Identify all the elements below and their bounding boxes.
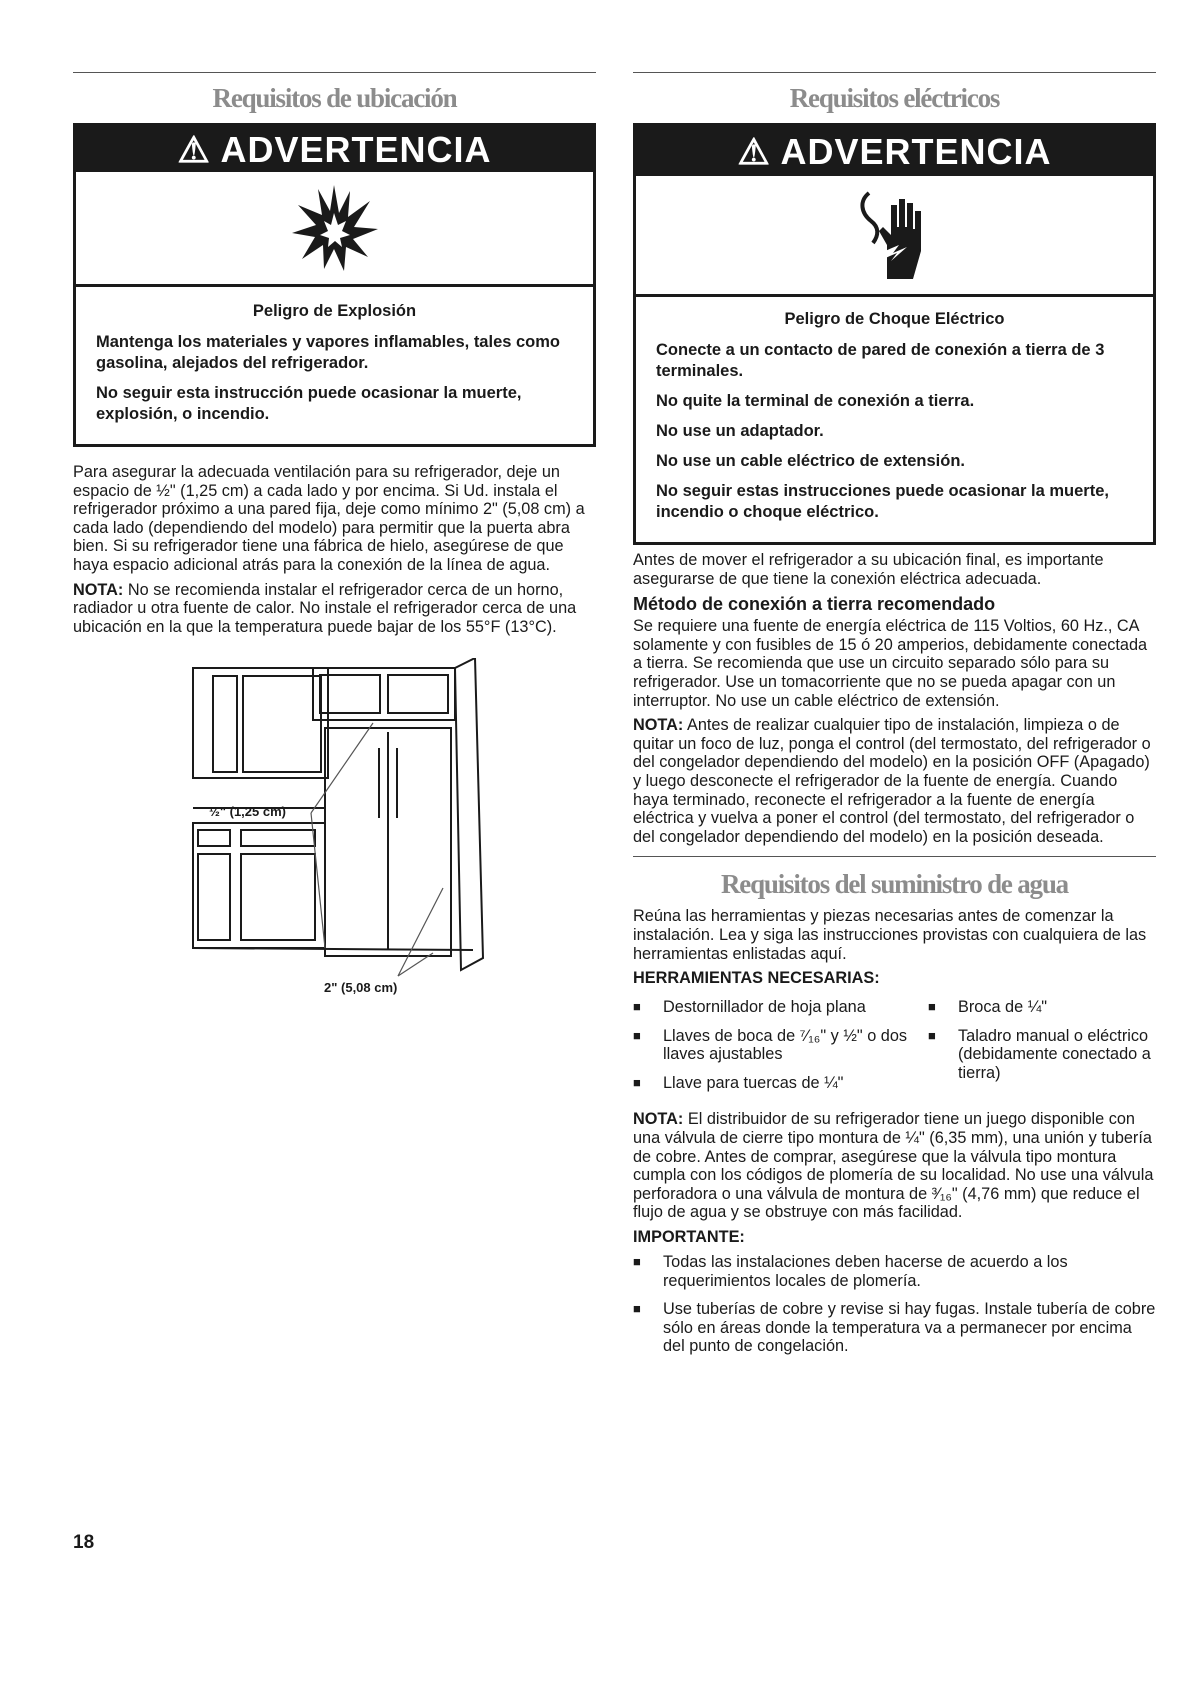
note-text: Antes de realizar cualquier tipo de instalación, limpieza o de quitar un foco de luz, ponga el control (del termostato, del refrigerador o del congelador dependiendo del modelo) en la posición OFF (Apagado) y luego desconecte el refrigerador de la fuente de energía. Cuando haya terminado, reconecte el refrigerador a la fuente de energía eléctrica y vuelva a poner el control (del termostato, del refrigerador o del congelador dependiendo del modelo) en la posición deseada.	[633, 716, 1151, 846]
section-title-electrical: Requisitos eléctricos	[789, 83, 1000, 113]
note-label: NOTA:	[73, 580, 124, 599]
hazard-title: Peligro de Explosión	[252, 302, 417, 320]
section-title-location: Requisitos de ubicación	[212, 83, 457, 113]
note-text: No se recomienda instalar el refrigerador cerca de un horno, radiador u otra fuente de calor. No instale el refrigerador cerca de una ubicación en la que la temperatura puede bajar de los 55°F (13°C).	[73, 580, 577, 636]
warning-line: No use un adaptador.	[656, 422, 824, 440]
tools-label: HERRAMIENTAS NECESARIAS:	[633, 969, 880, 988]
page-number: 18	[73, 1532, 95, 1553]
list-item: ■ Llaves de boca de ⁷⁄₁₆" y ½" o dos llaves ajustables	[633, 1027, 928, 1064]
electric-shock-warning-box	[633, 123, 1156, 545]
list-item: ■ Llave para tuercas de ¼"	[633, 1074, 928, 1093]
grounding-method-text: Se requiere una fuente de energía eléctrica de 115 Voltios, 60 Hz., CA solamente y con fusibles de 15 ó 20 amperios, debidamente conectada a tierra. Se recomienda que use un circuito separado sólo para su refrigerador. Use un tomacorriente que no se pueda apagar con un interruptor. No use un cable eléctrico de extensión.	[633, 617, 1148, 710]
top-rule	[73, 72, 596, 73]
warning-triangle-icon: ⚠	[737, 131, 771, 172]
list-item: ■ Todas las instalaciones deben hacerse de acuerdo a los requerimientos locales de plomería.	[633, 1253, 1156, 1290]
warning-line: No seguir estas instrucciones puede ocasionar la muerte, incendio o choque eléctrico.	[656, 482, 1109, 521]
warning-line: No quite la terminal de conexión a tierra.	[656, 392, 975, 410]
warning-triangle-icon: ⚠	[177, 129, 211, 170]
clearance-diagram	[73, 658, 596, 998]
explosion-warning-box	[73, 123, 596, 447]
grounding-method-title: Método de conexión a tierra recomendado	[633, 594, 996, 615]
note-text: El distribuidor de su refrigerador tiene un juego disponible con una válvula de cierre tipo montura de ¼" (6,35 mm), una unión y tubería de cobre. Antes de comprar, asegúrese que la válvula tipo montura cumpla con los códigos de plomería de su localidad. No use una válvula perforadora o una válvula de montura de ³⁄₁₆" (4,76 mm) que reduce el flujo de agua y se obstruye con más facilidad.	[633, 1110, 1154, 1222]
important-label: IMPORTANTE:	[633, 1228, 745, 1247]
list-item: ■ Broca de ¼"	[928, 998, 1156, 1017]
diagram-label-two-inch: 2" (5,08 cm)	[324, 980, 398, 996]
warning-body	[636, 297, 1153, 542]
explosion-icon	[76, 172, 593, 287]
left-column	[73, 72, 596, 998]
section-rule	[633, 856, 1156, 857]
ventilation-paragraph: Para asegurar la adecuada ventilación para su refrigerador, deje un espacio de ½" (1,25 cm) a cada lado y por encima. Si Ud. instala el refrigerador próximo a una pared fija, deje como mínimo 2" (5,08 cm) a cada lado (dependiendo del modelo) para permitir que la puerta abra bien. Si su refrigerador tiene una fábrica de hielo, asegúrese de que haya espacio adicional atrás para la conexión de la línea de agua.	[73, 463, 585, 574]
water-note	[633, 1110, 1156, 1222]
tools-column-2	[928, 998, 1156, 1102]
electrical-note	[633, 716, 1156, 846]
right-column	[633, 72, 1156, 1366]
tools-column-1	[633, 998, 928, 1102]
important-list	[633, 1253, 1156, 1356]
warning-body	[76, 287, 593, 444]
list-item: ■ Taladro manual o eléctrico (debidamente conectado a tierra)	[928, 1027, 1156, 1083]
tools-list	[633, 998, 1156, 1102]
warning-line: No use un cable eléctrico de extensión.	[656, 452, 966, 470]
water-intro: Reúna las herramientas y piezas necesarias antes de comenzar la instalación. Lea y siga las instrucciones provistas con cualquiera de las herramientas enlistadas aquí.	[633, 907, 1147, 963]
electrical-intro: Antes de mover el refrigerador a su ubicación final, es importante asegurarse de que tiene la conexión eléctrica adecuada.	[633, 551, 1104, 588]
warning-line: Conecte a un contacto de pared de conexión a tierra de 3 terminales.	[656, 341, 1105, 380]
diagram-label-half-inch: ½" (1,25 cm)	[209, 804, 286, 820]
list-item: ■ Use tuberías de cobre y revise si hay fugas. Instale tubería de cobre sólo en áreas donde la temperatura va a permanecer por encima del punto de congelación.	[633, 1300, 1156, 1356]
section-title-water: Requisitos del suministro de agua	[721, 869, 1068, 900]
hazard-title: Peligro de Choque Eléctrico	[784, 310, 1005, 328]
warning-header: ⚠ ADVERTENCIA	[636, 126, 1153, 176]
top-rule	[633, 72, 1156, 73]
list-item: ■ Destornillador de hoja plana	[633, 998, 928, 1017]
note-label: NOTA:	[633, 1110, 684, 1129]
note-label: NOTA:	[633, 716, 684, 735]
warning-line: Mantenga los materiales y vapores inflamables, tales como gasolina, alejados del refrigerador.	[96, 333, 561, 372]
warning-header: ⚠ ADVERTENCIA	[76, 126, 593, 172]
warning-line: No seguir esta instrucción puede ocasionar la muerte, explosión, o incendio.	[96, 384, 522, 423]
location-note	[73, 581, 596, 637]
electric-shock-icon	[636, 176, 1153, 297]
